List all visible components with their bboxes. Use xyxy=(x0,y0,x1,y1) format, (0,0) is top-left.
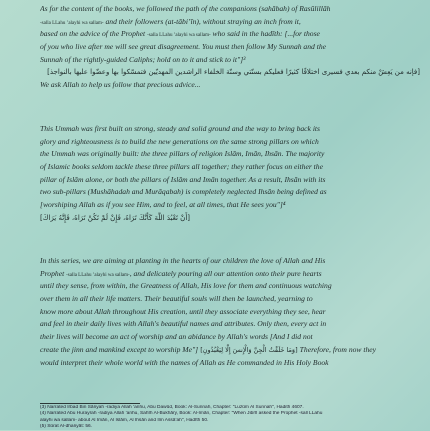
text-line: two sub-pillars (Mushāhadah and Murāqabah) is completely neglected Ihsān being defined as xyxy=(40,187,327,197)
text-line: would interpret their whole world with the names of Allah as He commanded in His Holy Book xyxy=(40,357,329,367)
text-line: [worshiping Allah as if you see Him, and to feel, at all times, that He sees you"]⁴ xyxy=(40,200,286,210)
text-line: pillar of Islām alone, or both the pillars of Islām and Imān together. As a result, Ihsān with its xyxy=(40,174,326,184)
text-line: create the jinn and mankind except to worship Me"] [وَمَا خَلَقْتُ الْجِنَّ وَالْإِنسَ إِلَّا لِيَعْبُدُونِ] Therefore, from now they xyxy=(40,344,377,354)
footnote: (5) Sūrat Al-dhariyāt: 56. xyxy=(40,424,92,430)
text-line: As for the content of the books, we followed the path of the companions (sahābah) of Rasūlillāh xyxy=(40,4,331,13)
text-line: of you who live after me will see great disagreement. You must then follow My Sunnah and the xyxy=(40,42,326,52)
text-line: This Ummah was first built on strong, steady and solid ground and the way to bring back its xyxy=(40,124,320,133)
salawat-note: -salla LLahu ‛alayhi wa sallam- xyxy=(40,20,104,26)
arabic-quote: [فإنه من يَعِشْ منكم بعدي فسيرى اختلافًا كثيرًا فعليكم بسنّتي وسنّة الخلفاء الراشدين المهديّين فتمسّكوا بها وعضّوا عليها بالنواجذ] xyxy=(47,68,420,77)
text-line: and feel in their daily lives with Allah's beautiful names and attributes. Only then, every act in xyxy=(40,319,327,329)
arabic-quote: [أَنْ تَعْبُدَ اللَّهَ كَأَنَّكَ تَرَاهُ، فَإِنْ لَمْ تَكُنْ تَرَاهُ، فَإِنَّهُ يَرَاكَ] xyxy=(40,213,190,222)
text-line: until they sense, from within, the Greatness of Allah, His love for them and continuous watching xyxy=(40,281,332,291)
paragraph-sources xyxy=(40,3,420,92)
text-line: over them in all their life matters. Their beautiful souls will then be launched, yearning to xyxy=(40,294,313,304)
footnote: alayhi wa sallam- about Al Imān, Al Islām, Al Ihsān and Ilm Assā‛ah", Hadīth 50. xyxy=(40,417,209,423)
text-line: Prophet -salla LLahu ‛alayhi wa sallam-, and delicately pouring all our attention onto their pure hearts xyxy=(40,268,322,278)
text-line: We ask Allah to help us follow that precious advice... xyxy=(40,80,201,90)
text-line: glory and righteousness is to build the new generations on the same strong pillars on which xyxy=(40,136,319,146)
text-line: In this series, we are aiming at planting in the hearts of our children the love of Allah and His xyxy=(40,256,326,265)
text-line: of Islamic books seldom tackle these three pillars all together; they rather focus on either the xyxy=(40,162,323,172)
footnote-divider xyxy=(40,403,140,404)
text-line: based on the advice of the Prophet -salla LLahu ‛alayhi wa sallam- who said in the hadīth: [...for those xyxy=(40,29,320,39)
salawat-note: -salla LLahu ‛alayhi wa sallam- xyxy=(147,33,211,39)
text-line: Sunnah of the rightly-guided Caliphs; hold on to it and stick to it"]³ xyxy=(40,54,246,64)
paragraph-series xyxy=(40,255,420,369)
footnote: (3) Narrated Irbad Bin Sāriyah -radiya Allah ‛anhu, Abu Dawūd, Book: Al-Sunnah, Chapter: "Luzūm Al Sunnah", Hadith 4607. xyxy=(40,405,304,410)
text-line: their lives will become an act of worship and an abidance by Allah's words [And I did not xyxy=(40,332,313,342)
paragraph-ummah xyxy=(40,123,420,225)
footnote: (4) Narrated Abu Hurayrah -radiya Allah ‛anhu, Sahīh Al-Bukhāry, Book: Al-Imān, Chapter: "When Jibrīl asked the Prophet -sall LLahu xyxy=(40,411,323,417)
salawat-note: -salla LLahu ‛alayhi wa sallam- xyxy=(66,272,130,278)
arabic-verse: [وَمَا خَلَقْتُ الْجِنَّ وَالْإِنسَ إِلَّا لِيَعْبُدُونِ] xyxy=(198,345,300,354)
footnotes xyxy=(40,405,425,431)
text-line: the Ummah was originally built: the three pillars of religion Islām, Imān, Ihsān. The majority xyxy=(40,149,325,159)
text-line: know more about Allah throughout His creation, until they associate everything they see, hear xyxy=(40,306,326,316)
text-line: -salla LLahu ‛alayhi wa sallam- and their followers (at-tābi‛īn), without straying an inch from it, xyxy=(40,16,301,26)
